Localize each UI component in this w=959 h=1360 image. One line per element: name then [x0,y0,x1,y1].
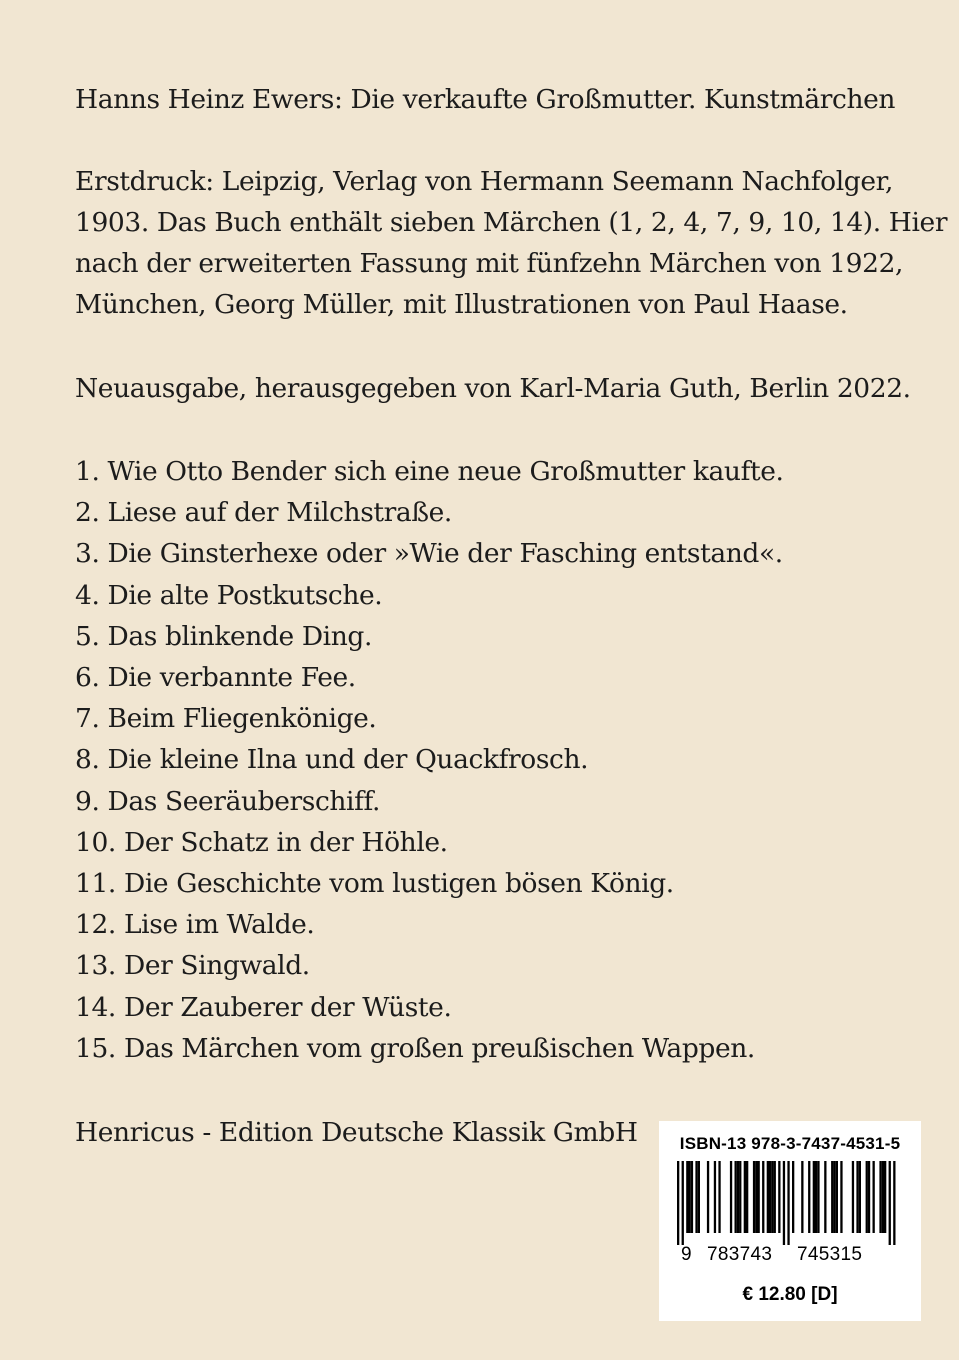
barcode-bar [769,1161,771,1233]
tale-item: 3. Die Ginsterhexe oder »Wie der Fasching entstand«. [75,538,783,570]
barcode-bar [767,1161,769,1233]
barcode-bar [815,1161,817,1233]
barcode-bar [682,1161,684,1245]
first-print-line: 1903. Das Buch enthält sieben Märchen (1, 2, 4, 7, 9, 10, 14). Hier [75,207,948,238]
price-label: € 12.80 [D] [742,1284,838,1305]
barcode-bar [873,1161,875,1233]
barcode-bar [718,1161,720,1233]
barcode-bar [882,1161,884,1233]
tale-item: 5. Das blinkende Ding. [75,620,373,652]
barcode-bar [801,1161,803,1233]
barcode-bar [737,1161,739,1233]
tale-item: 8. Die kleine Ilna und der Quackfrosch. [75,744,589,776]
barcode-bar [677,1161,679,1245]
barcode-bar [783,1161,785,1245]
barcode-bar [792,1161,794,1233]
barcode-bar [833,1161,835,1233]
tale-item: 13. Der Singwald. [75,950,310,982]
barcode-bar [787,1161,789,1245]
barcode-bar [689,1161,691,1233]
barcode-bar [746,1161,748,1233]
barcode-bar [824,1161,826,1233]
barcode-bar [744,1161,746,1233]
isbn-barcode-box [659,1121,921,1321]
new-edition-note: Neuausgabe, herausgegeben von Karl-Maria Guth, Berlin 2022. [75,373,911,404]
barcode-bar [778,1161,780,1233]
barcode-bar [755,1161,757,1233]
barcode-graphic [675,1161,905,1245]
tale-item: 12. Lise im Walde. [75,909,315,941]
isbn-number: ISBN-13 978-3-7437-4531-5 [679,1134,901,1153]
first-print-line: München, Georg Müller, mit Illustrationen von Paul Haase. [75,289,848,320]
tale-item: 15. Das Märchen vom großen preußischen Wappen. [75,1032,755,1064]
barcode-bar [868,1161,870,1233]
barcode-bar [758,1161,760,1233]
barcode-bar [889,1161,891,1245]
tale-item: 11. Die Geschichte vom lustigen bösen König. [75,868,674,900]
barcode-bar [893,1161,895,1245]
tale-item: 4. Die alte Postkutsche. [75,579,383,611]
tale-item: 7. Beim Fliegenkönige. [75,703,377,735]
barcode-bar [698,1161,700,1233]
barcode-bar [735,1161,737,1233]
barcode-bar [695,1161,697,1233]
first-print-line: nach der erweiterten Fassung mit fünfzehn Märchen von 1922, [75,248,904,279]
barcode-bar [730,1161,732,1233]
barcode-bar [762,1161,764,1233]
barcode-bar [836,1161,838,1233]
tale-item: 1. Wie Otto Bender sich eine neue Großmutter kaufte. [75,456,784,487]
first-print-line: Erstdruck: Leipzig, Verlag von Hermann Seemann Nachfolger, [75,166,894,197]
barcode-bar [840,1161,842,1233]
barcode-bar [831,1161,833,1233]
tale-item: 14. Der Zauberer der Wüste. [75,991,452,1023]
barcode-bar [753,1161,755,1233]
barcode-bar [808,1161,810,1233]
barcode-bar [707,1161,709,1233]
tale-item: 9. Das Seeräuberschiff. [75,785,381,817]
barcode-bar [852,1161,854,1233]
tale-list [75,451,784,1069]
publisher-name: Henricus - Edition Deutsche Klassik GmbH [75,1117,638,1148]
tale-item: 6. Die verbannte Fee. [75,662,356,694]
barcode-bar [714,1161,716,1233]
barcode-bar [859,1161,861,1233]
barcode-bar [884,1161,886,1233]
first-print-paragraph [75,161,947,325]
tale-item: 10. Der Schatz in der Höhle. [75,826,448,858]
book-title: Hanns Heinz Ewers: Die verkaufte Großmutter. Kunstmärchen [75,84,896,115]
barcode-bar [879,1161,881,1233]
barcode-digits [673,1244,911,1266]
barcode-bar [817,1161,819,1233]
barcode-digit-first: 9 [681,1244,692,1265]
barcode-bar [774,1161,776,1233]
barcode-digits-right: 745315 [797,1244,863,1265]
barcode-bar [686,1161,688,1233]
barcode-bar [771,1161,773,1233]
barcode-digits-left: 783743 [707,1244,773,1265]
barcode-bar [856,1161,858,1233]
barcode-bar [691,1161,693,1233]
barcode-bar [813,1161,815,1233]
barcode-bar [739,1161,741,1233]
barcode-bar [866,1161,868,1233]
tale-item: 2. Liese auf der Milchstraße. [75,497,452,529]
